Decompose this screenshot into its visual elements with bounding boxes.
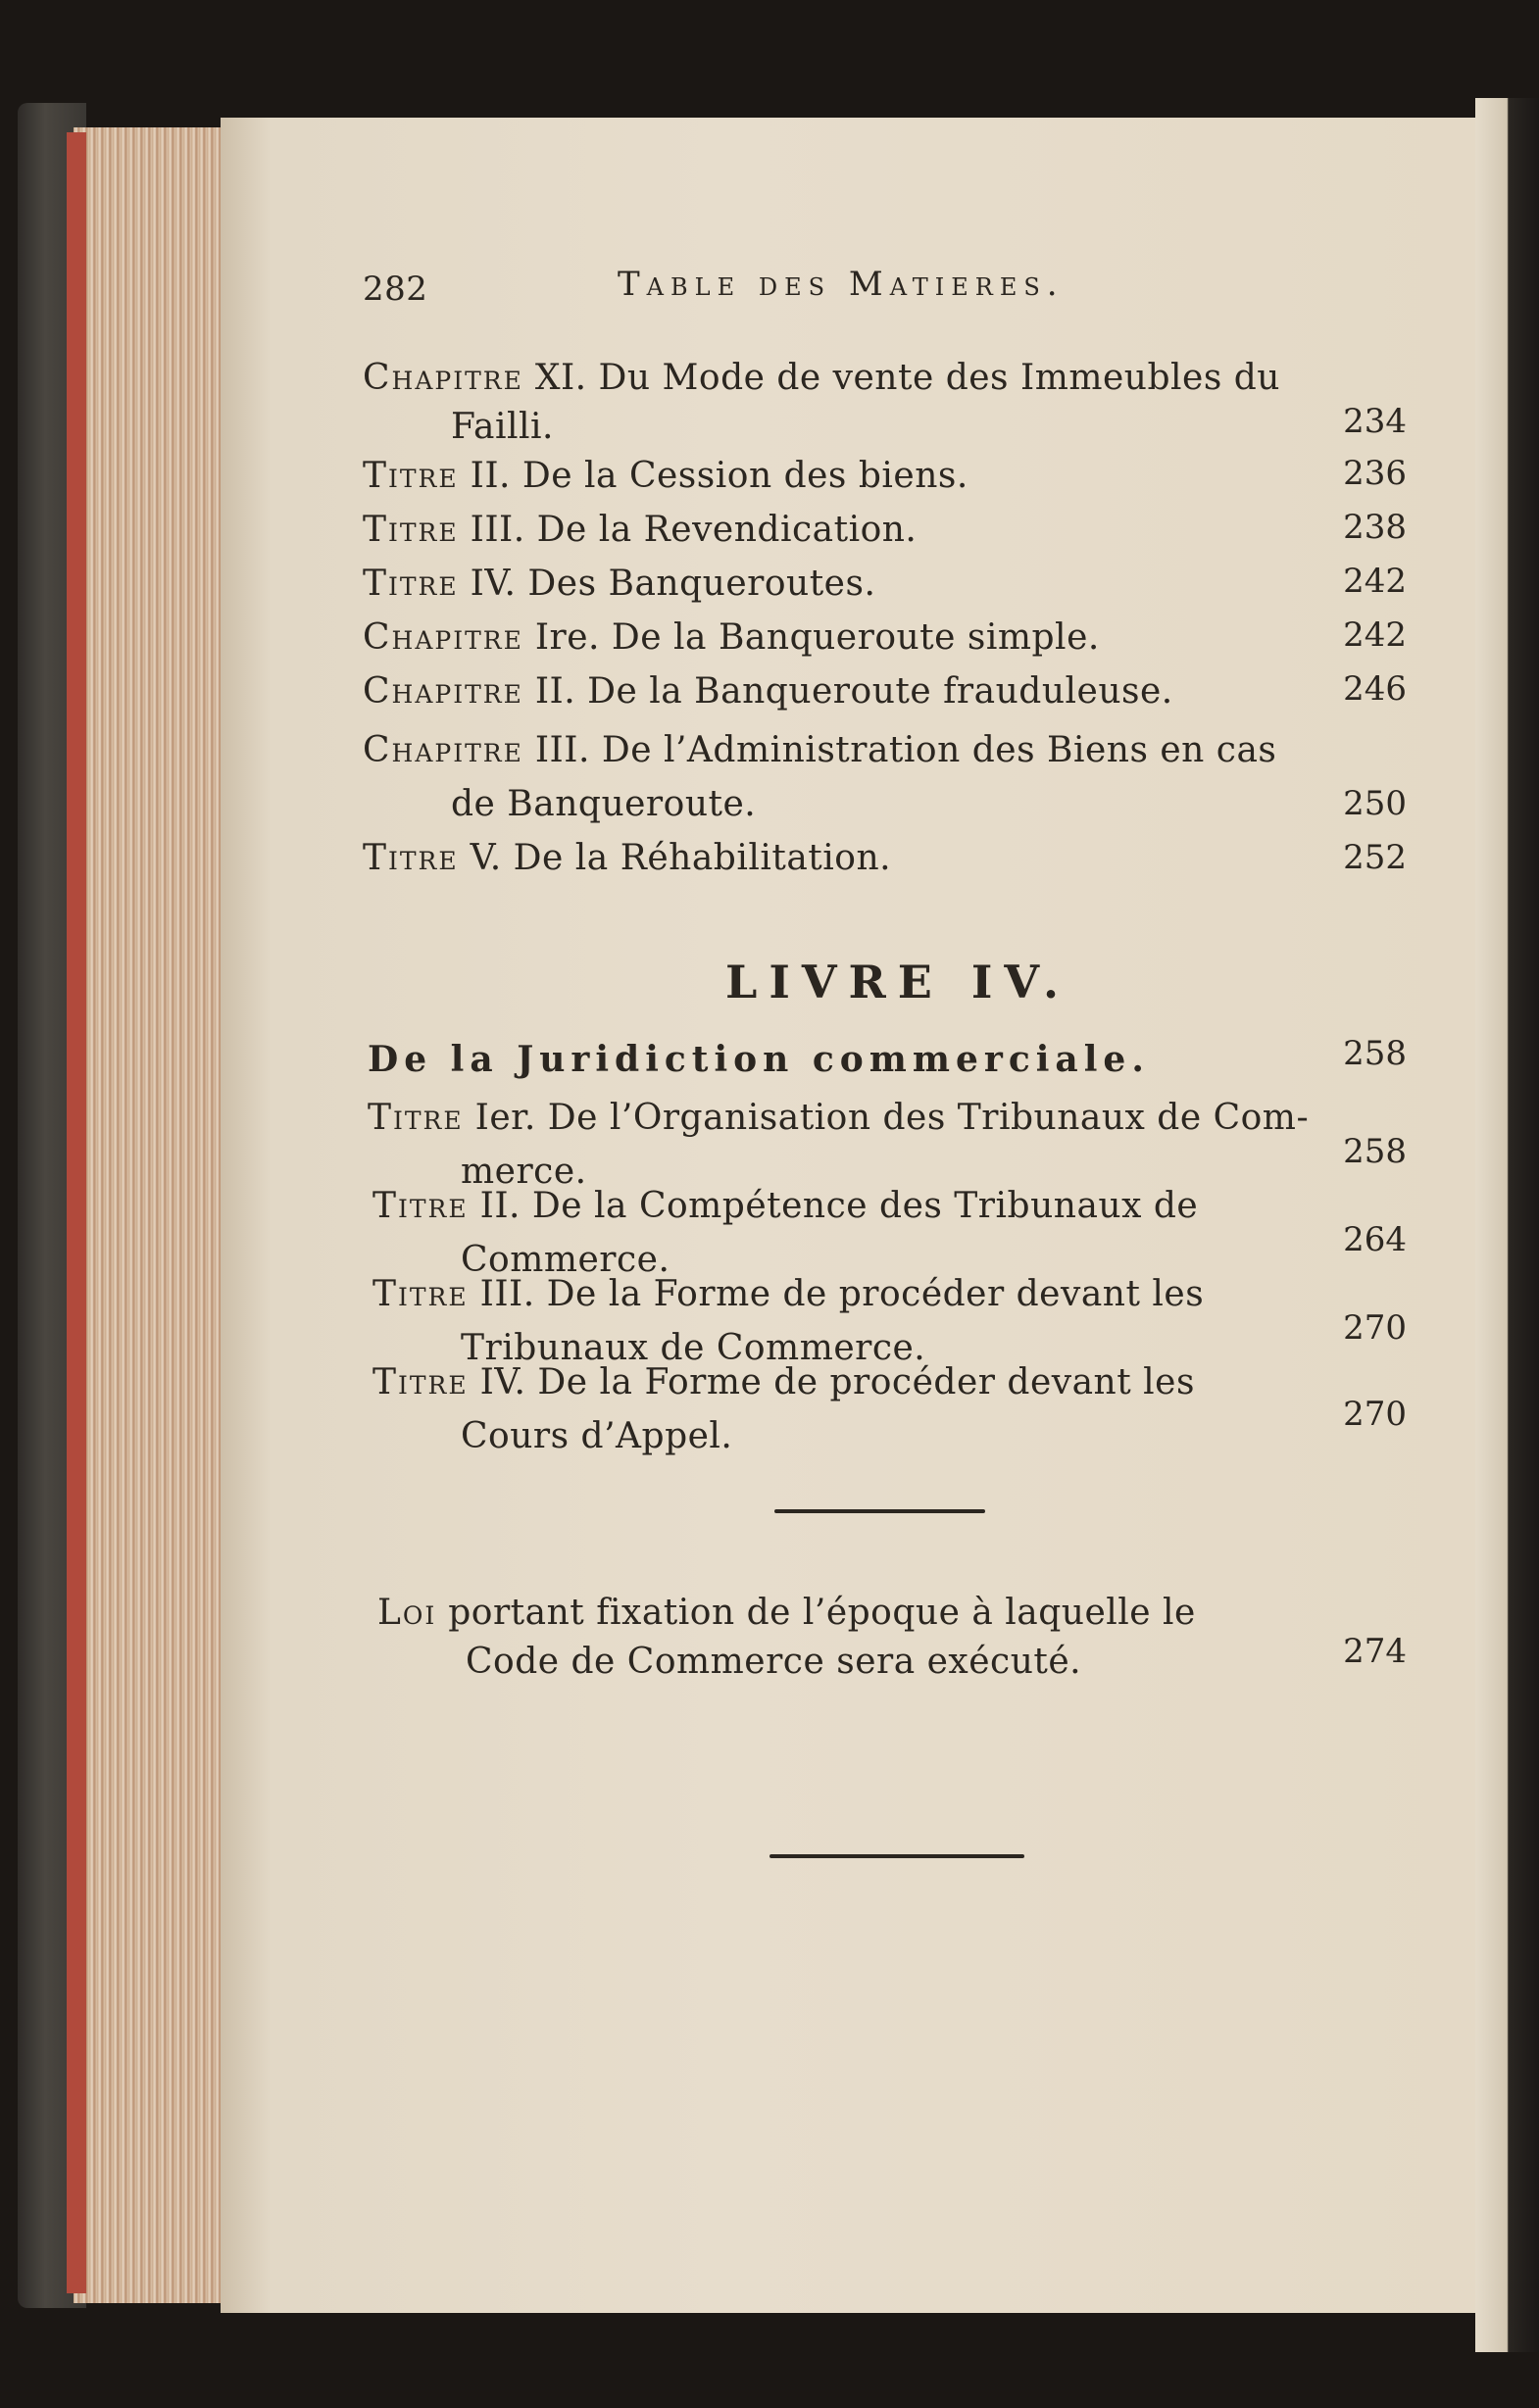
book-cover-right [1475,98,1539,2352]
toc-entry: Titre II. De la Cession des biens. [363,456,968,496]
toc-page: 242 [1343,615,1407,655]
toc-page: 238 [1343,508,1407,547]
toc-page: 270 [1343,1395,1407,1434]
red-page-edge [67,132,86,2293]
page-edges [74,127,230,2303]
end-rule [770,1854,1024,1858]
toc-page: 258 [1343,1132,1407,1171]
divider-rule [774,1509,985,1513]
toc-page: 270 [1343,1308,1407,1348]
toc-page: 250 [1343,784,1407,823]
toc-entry: Titre III. De la Forme de procéder devant les [372,1274,1205,1314]
toc-entry: Chapitre II. De la Banqueroute frauduleuse. [363,671,1173,712]
book-heading: LIVRE IV. [725,956,1071,1008]
toc-entry: Chapitre XI. Du Mode de vente des Immeubles du [363,358,1280,398]
running-head: Table des Matieres. [618,265,1065,304]
toc-entry: Titre IV. Des Banqueroutes. [363,564,876,604]
toc-entry-cont: Code de Commerce sera exécuté. [466,1642,1082,1682]
toc-entry: Titre Ier. De l’Organisation des Tribunaux de Com- [368,1098,1310,1138]
toc-entry-cont: Failli. [451,407,554,447]
toc-entry: Titre V. De la Réhabilitation. [363,838,892,878]
toc-entry: Titre II. De la Compétence des Tribunaux de [372,1186,1199,1226]
toc-page: 242 [1343,562,1407,601]
toc-entry-cont: de Banqueroute. [451,784,757,824]
toc-page: 258 [1343,1034,1407,1073]
toc-page: 252 [1343,838,1407,877]
toc-entry: Loi portant fixation de l’époque à laquelle le [377,1593,1196,1633]
toc-page: 234 [1343,402,1407,441]
toc-entry-cont: merce. [461,1152,587,1192]
toc-page: 264 [1343,1220,1407,1259]
toc-entry-cont: Commerce. [461,1240,670,1280]
book-page [221,118,1475,2313]
toc-page: 236 [1343,454,1407,493]
toc-page: 274 [1343,1632,1407,1671]
toc-entry: Chapitre Ire. De la Banqueroute simple. [363,617,1100,658]
toc-entry-cont: Cours d’Appel. [461,1416,733,1456]
toc-entry: Chapitre III. De l’Administration des Biens en cas [363,730,1277,770]
toc-entry: Titre IV. De la Forme de procéder devant les [372,1362,1195,1402]
toc-entry-cont: Tribunaux de Commerce. [461,1328,926,1368]
toc-entry: Titre III. De la Revendication. [363,510,918,550]
page-number: 282 [363,270,428,309]
book-subtitle: De la Juridiction commerciale. [368,1039,1150,1080]
toc-page: 246 [1343,669,1407,709]
